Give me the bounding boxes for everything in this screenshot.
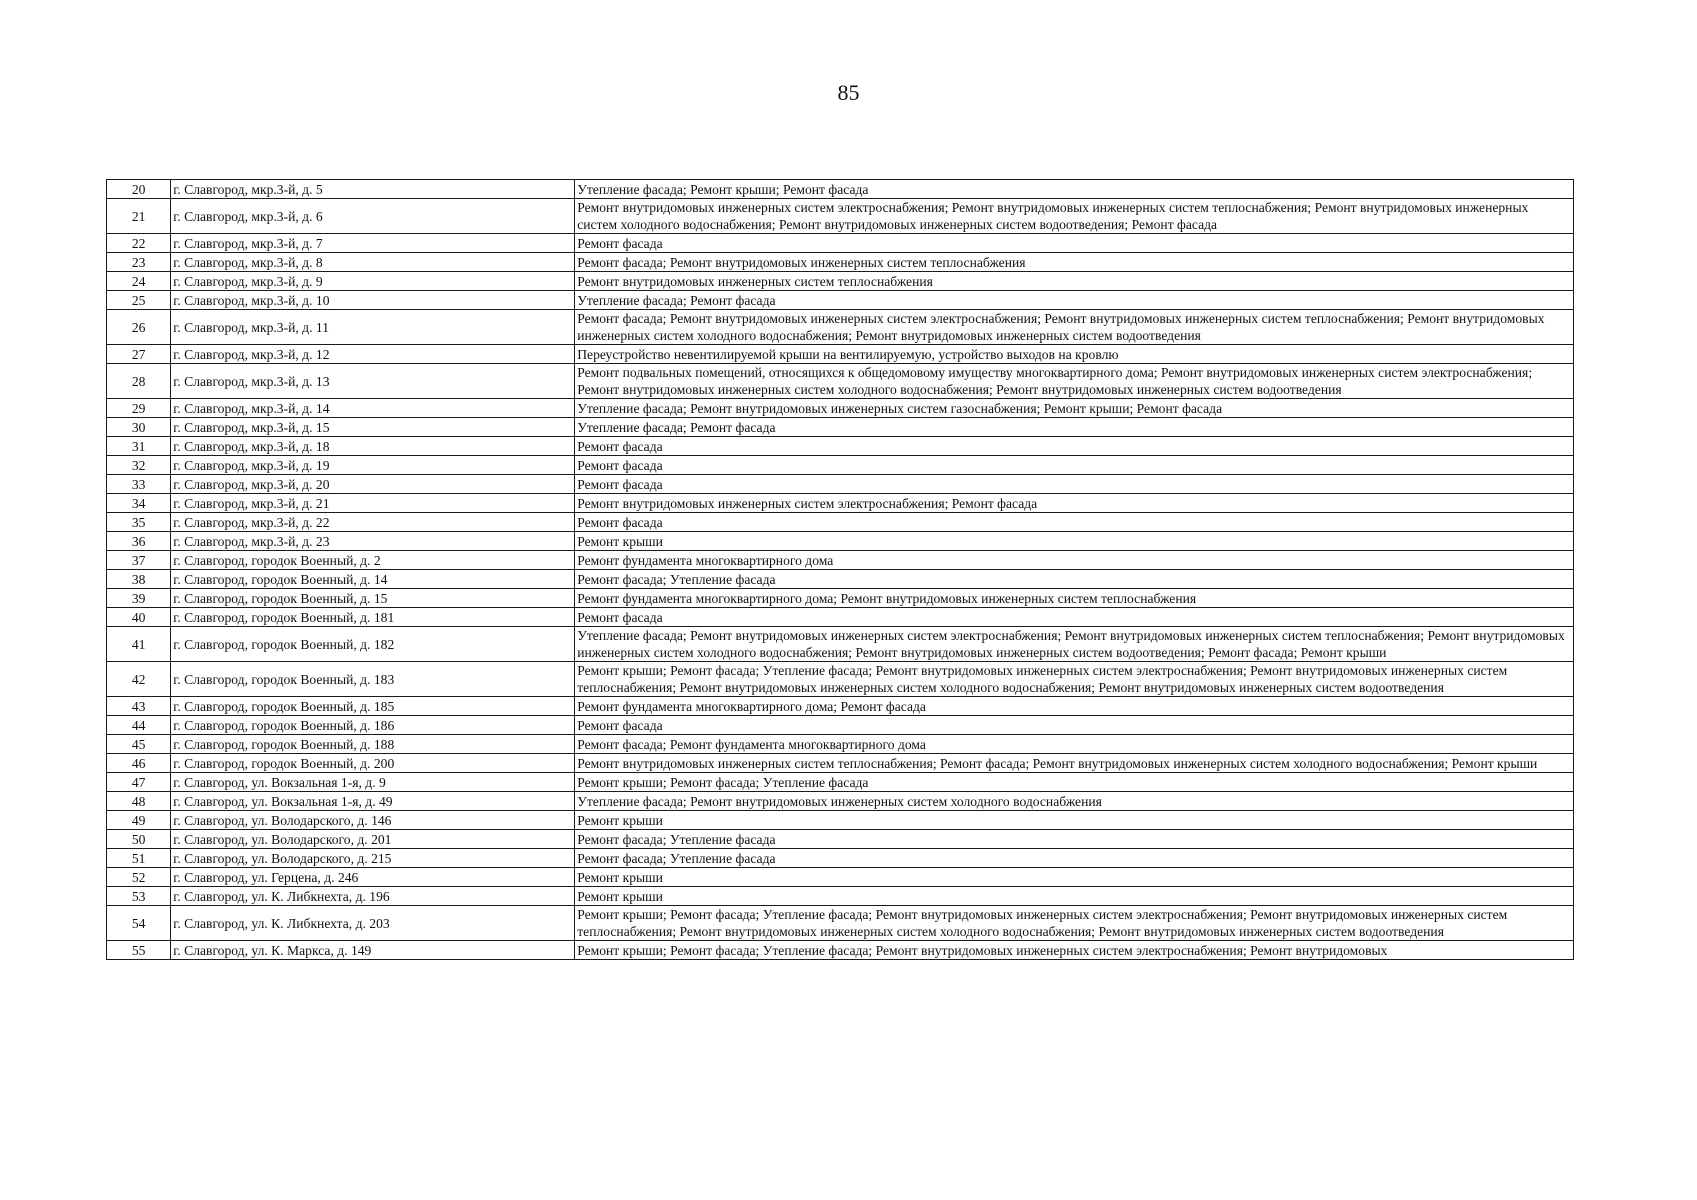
table-row <box>107 570 1574 589</box>
address-cell: г. Славгород, мкр.3-й, д. 15 <box>171 418 575 437</box>
row-number-cell: 43 <box>107 697 171 716</box>
address-cell: г. Славгород, мкр.3-й, д. 23 <box>171 532 575 551</box>
works-cell: Ремонт фасада <box>575 513 1574 532</box>
address-cell: г. Славгород, городок Военный, д. 15 <box>171 589 575 608</box>
table-row <box>107 475 1574 494</box>
row-number-cell: 49 <box>107 811 171 830</box>
table-row <box>107 906 1574 941</box>
row-number-cell: 26 <box>107 310 171 345</box>
row-number-cell: 36 <box>107 532 171 551</box>
address-cell: г. Славгород, мкр.3-й, д. 10 <box>171 291 575 310</box>
row-number-cell: 54 <box>107 906 171 941</box>
table-row <box>107 868 1574 887</box>
works-cell: Утепление фасада; Ремонт внутридомовых инженерных систем электроснабжения; Ремонт внутридомовых инженерных систем теплоснабжения; Ремонт внутридомовых инженерных систем холодного водоснабжения; Ремонт внутридомовых инженерных систем водоотведения; Ремонт фасада; Ремонт крыши <box>575 627 1574 662</box>
table-row <box>107 253 1574 272</box>
works-cell: Ремонт крыши <box>575 868 1574 887</box>
address-cell: г. Славгород, городок Военный, д. 185 <box>171 697 575 716</box>
table-row <box>107 811 1574 830</box>
works-cell: Ремонт фасада <box>575 716 1574 735</box>
address-cell: г. Славгород, ул. Герцена, д. 246 <box>171 868 575 887</box>
works-cell: Ремонт фасада; Утепление фасада <box>575 570 1574 589</box>
table-row <box>107 272 1574 291</box>
works-cell: Ремонт подвальных помещений, относящихся к общедомовому имуществу многоквартирного дома; Ремонт внутридомовых инженерных систем электроснабжения; Ремонт внутридомовых инженерных систем холодного водоснабжения; Ремонт внутридомовых инженерных систем водоотведения <box>575 364 1574 399</box>
works-cell: Ремонт крыши; Ремонт фасада; Утепление фасада; Ремонт внутридомовых инженерных систем электроснабжения; Ремонт внутридомовых <box>575 941 1574 960</box>
works-cell: Утепление фасада; Ремонт фасада <box>575 418 1574 437</box>
table-row <box>107 418 1574 437</box>
address-cell: г. Славгород, городок Военный, д. 181 <box>171 608 575 627</box>
address-cell: г. Славгород, мкр.3-й, д. 20 <box>171 475 575 494</box>
table-row <box>107 697 1574 716</box>
works-cell: Ремонт фундамента многоквартирного дома; Ремонт внутридомовых инженерных систем теплоснабжения <box>575 589 1574 608</box>
table-row <box>107 364 1574 399</box>
works-cell: Переустройство невентилируемой крыши на вентилируемую, устройство выходов на кровлю <box>575 345 1574 364</box>
row-number-cell: 37 <box>107 551 171 570</box>
row-number-cell: 50 <box>107 830 171 849</box>
table-row <box>107 849 1574 868</box>
table-row <box>107 234 1574 253</box>
works-cell: Утепление фасада; Ремонт крыши; Ремонт фасада <box>575 180 1574 199</box>
address-cell: г. Славгород, ул. Вокзальная 1-я, д. 9 <box>171 773 575 792</box>
table-row <box>107 608 1574 627</box>
works-cell: Ремонт внутридомовых инженерных систем электроснабжения; Ремонт фасада <box>575 494 1574 513</box>
table-row <box>107 180 1574 199</box>
table-row <box>107 941 1574 960</box>
table-row <box>107 773 1574 792</box>
address-cell: г. Славгород, городок Военный, д. 2 <box>171 551 575 570</box>
works-cell: Ремонт фасада <box>575 456 1574 475</box>
address-cell: г. Славгород, ул. Володарского, д. 146 <box>171 811 575 830</box>
address-cell: г. Славгород, мкр.3-й, д. 19 <box>171 456 575 475</box>
address-cell: г. Славгород, мкр.3-й, д. 12 <box>171 345 575 364</box>
table-body <box>107 180 1574 960</box>
table-row <box>107 399 1574 418</box>
table-row <box>107 551 1574 570</box>
address-cell: г. Славгород, ул. Вокзальная 1-я, д. 49 <box>171 792 575 811</box>
table-row <box>107 754 1574 773</box>
table-row <box>107 792 1574 811</box>
row-number-cell: 53 <box>107 887 171 906</box>
works-cell: Ремонт крыши <box>575 811 1574 830</box>
address-cell: г. Славгород, ул. К. Либкнехта, д. 196 <box>171 887 575 906</box>
table-row <box>107 494 1574 513</box>
address-cell: г. Славгород, мкр.3-й, д. 13 <box>171 364 575 399</box>
table-row <box>107 199 1574 234</box>
works-cell: Ремонт крыши; Ремонт фасада; Утепление фасада; Ремонт внутридомовых инженерных систем электроснабжения; Ремонт внутридомовых инженерных систем теплоснабжения; Ремонт внутридомовых инженерных систем холодного водоснабжения; Ремонт внутридомовых инженерных систем водоотведения <box>575 662 1574 697</box>
row-number-cell: 32 <box>107 456 171 475</box>
works-cell: Ремонт фасада; Утепление фасада <box>575 849 1574 868</box>
row-number-cell: 20 <box>107 180 171 199</box>
row-number-cell: 25 <box>107 291 171 310</box>
works-cell: Ремонт внутридомовых инженерных систем теплоснабжения; Ремонт фасада; Ремонт внутридомовых инженерных систем холодного водоснабжения; Ремонт крыши <box>575 754 1574 773</box>
row-number-cell: 44 <box>107 716 171 735</box>
row-number-cell: 45 <box>107 735 171 754</box>
works-cell: Ремонт фундамента многоквартирного дома <box>575 551 1574 570</box>
row-number-cell: 30 <box>107 418 171 437</box>
row-number-cell: 28 <box>107 364 171 399</box>
row-number-cell: 35 <box>107 513 171 532</box>
table-row <box>107 437 1574 456</box>
address-cell: г. Славгород, городок Военный, д. 188 <box>171 735 575 754</box>
address-cell: г. Славгород, ул. К. Либкнехта, д. 203 <box>171 906 575 941</box>
table-row <box>107 532 1574 551</box>
works-cell: Ремонт фасада <box>575 475 1574 494</box>
works-cell: Ремонт фасада <box>575 234 1574 253</box>
row-number-cell: 51 <box>107 849 171 868</box>
works-cell: Утепление фасада; Ремонт фасада <box>575 291 1574 310</box>
row-number-cell: 24 <box>107 272 171 291</box>
address-cell: г. Славгород, мкр.3-й, д. 14 <box>171 399 575 418</box>
row-number-cell: 21 <box>107 199 171 234</box>
row-number-cell: 27 <box>107 345 171 364</box>
address-cell: г. Славгород, ул. К. Маркса, д. 149 <box>171 941 575 960</box>
page-number: 85 <box>837 80 860 105</box>
works-cell: Ремонт фасада <box>575 437 1574 456</box>
row-number-cell: 23 <box>107 253 171 272</box>
address-cell: г. Славгород, городок Военный, д. 186 <box>171 716 575 735</box>
table-row <box>107 456 1574 475</box>
table-row <box>107 716 1574 735</box>
address-cell: г. Славгород, мкр.3-й, д. 6 <box>171 199 575 234</box>
address-cell: г. Славгород, городок Военный, д. 183 <box>171 662 575 697</box>
address-cell: г. Славгород, мкр.3-й, д. 9 <box>171 272 575 291</box>
works-cell: Ремонт фасада; Ремонт внутридомовых инженерных систем теплоснабжения <box>575 253 1574 272</box>
works-cell: Ремонт фасада; Ремонт внутридомовых инженерных систем электроснабжения; Ремонт внутридомовых инженерных систем теплоснабжения; Ремонт внутридомовых инженерных систем холодного водоснабжения; Ремонт внутридомовых инженерных систем водоотведения <box>575 310 1574 345</box>
address-cell: г. Славгород, мкр.3-й, д. 22 <box>171 513 575 532</box>
table-row <box>107 513 1574 532</box>
works-cell: Ремонт крыши; Ремонт фасада; Утепление фасада; Ремонт внутридомовых инженерных систем электроснабжения; Ремонт внутридомовых инженерных систем теплоснабжения; Ремонт внутридомовых инженерных систем холодного водоснабжения; Ремонт внутридомовых инженерных систем водоотведения <box>575 906 1574 941</box>
row-number-cell: 52 <box>107 868 171 887</box>
address-cell: г. Славгород, городок Военный, д. 200 <box>171 754 575 773</box>
address-cell: г. Славгород, мкр.3-й, д. 11 <box>171 310 575 345</box>
repair-works-table <box>106 179 1574 960</box>
works-cell: Утепление фасада; Ремонт внутридомовых инженерных систем холодного водоснабжения <box>575 792 1574 811</box>
address-cell: г. Славгород, ул. Володарского, д. 201 <box>171 830 575 849</box>
row-number-cell: 34 <box>107 494 171 513</box>
works-cell: Ремонт фасада; Ремонт фундамента многоквартирного дома <box>575 735 1574 754</box>
table-row <box>107 345 1574 364</box>
row-number-cell: 41 <box>107 627 171 662</box>
works-cell: Ремонт внутридомовых инженерных систем электроснабжения; Ремонт внутридомовых инженерных систем теплоснабжения; Ремонт внутридомовых инженерных систем холодного водоснабжения; Ремонт внутридомовых инженерных систем водоотведения; Ремонт фасада <box>575 199 1574 234</box>
works-cell: Ремонт фундамента многоквартирного дома; Ремонт фасада <box>575 697 1574 716</box>
address-cell: г. Славгород, ул. Володарского, д. 215 <box>171 849 575 868</box>
row-number-cell: 42 <box>107 662 171 697</box>
works-cell: Утепление фасада; Ремонт внутридомовых инженерных систем газоснабжения; Ремонт крыши; Ремонт фасада <box>575 399 1574 418</box>
table-row <box>107 662 1574 697</box>
works-cell: Ремонт крыши; Ремонт фасада; Утепление фасада <box>575 773 1574 792</box>
works-cell: Ремонт внутридомовых инженерных систем теплоснабжения <box>575 272 1574 291</box>
works-cell: Ремонт крыши <box>575 887 1574 906</box>
row-number-cell: 55 <box>107 941 171 960</box>
table-row <box>107 887 1574 906</box>
row-number-cell: 31 <box>107 437 171 456</box>
row-number-cell: 40 <box>107 608 171 627</box>
row-number-cell: 46 <box>107 754 171 773</box>
address-cell: г. Славгород, мкр.3-й, д. 18 <box>171 437 575 456</box>
works-cell: Ремонт крыши <box>575 532 1574 551</box>
row-number-cell: 48 <box>107 792 171 811</box>
table-row <box>107 310 1574 345</box>
row-number-cell: 22 <box>107 234 171 253</box>
table-row <box>107 830 1574 849</box>
address-cell: г. Славгород, мкр.3-й, д. 5 <box>171 180 575 199</box>
works-cell: Ремонт фасада; Утепление фасада <box>575 830 1574 849</box>
row-number-cell: 47 <box>107 773 171 792</box>
row-number-cell: 29 <box>107 399 171 418</box>
address-cell: г. Славгород, городок Военный, д. 14 <box>171 570 575 589</box>
address-cell: г. Славгород, мкр.3-й, д. 7 <box>171 234 575 253</box>
table-row <box>107 735 1574 754</box>
row-number-cell: 39 <box>107 589 171 608</box>
table-row <box>107 589 1574 608</box>
table-row <box>107 627 1574 662</box>
address-cell: г. Славгород, городок Военный, д. 182 <box>171 627 575 662</box>
address-cell: г. Славгород, мкр.3-й, д. 8 <box>171 253 575 272</box>
row-number-cell: 33 <box>107 475 171 494</box>
row-number-cell: 38 <box>107 570 171 589</box>
address-cell: г. Славгород, мкр.3-й, д. 21 <box>171 494 575 513</box>
works-cell: Ремонт фасада <box>575 608 1574 627</box>
table-row <box>107 291 1574 310</box>
